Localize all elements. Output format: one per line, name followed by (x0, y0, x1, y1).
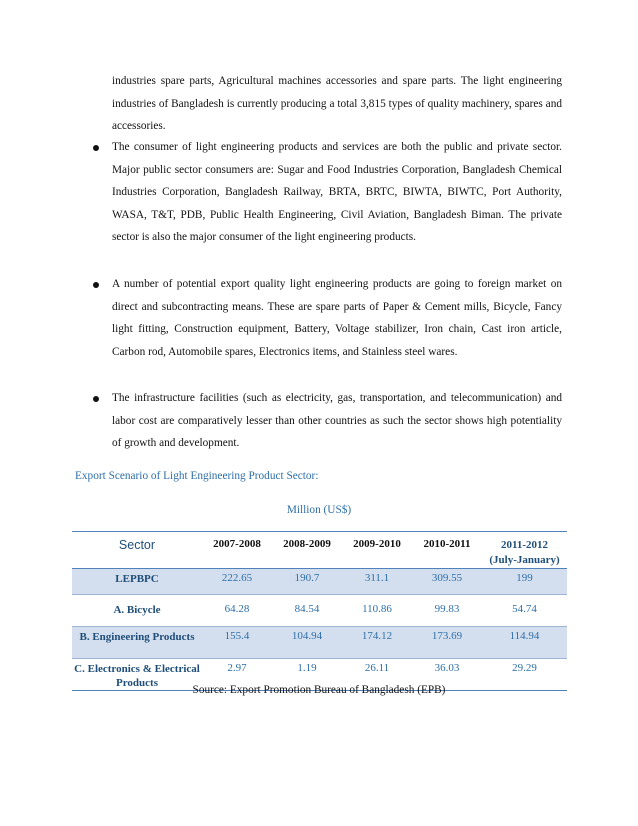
cell-value: 174.12 (342, 627, 412, 659)
cell-sector: C. Electronics & Electrical Products (72, 659, 202, 691)
header-year-label: 2011-2012 (500, 539, 549, 551)
bullet-dot-icon (93, 145, 99, 151)
cell-value: 2.97 (202, 659, 272, 691)
cell-value: 26.11 (342, 659, 412, 691)
table-row (72, 569, 567, 595)
cell-value: 64.28 (224, 603, 250, 615)
header-period-label: (July-January) (489, 554, 560, 566)
table-row (72, 595, 567, 627)
cell-value: 99.83 (434, 603, 460, 615)
cell-value: 1.19 (272, 659, 342, 691)
cell-value: 190.7 (272, 569, 342, 595)
header-year: 2009-2010 (342, 532, 412, 569)
cell-sector: B. Engineering Products (72, 627, 202, 659)
header-year: 2010-2011 (412, 532, 482, 569)
bullet-consumers: The consumer of light engineering products and services are both the public and private sector. Major public sector consumers are: Sugar and Food Industries Corporation, Bangladesh Chemical Industries Corporation, Bangladesh Railway, BRTA, BRTC, BIWTA, BIWTC, Port Authority, WASA, T&T, PDB, Public Health Engineering, Civil Aviation, Bangladesh Biman. The private sector is also the major consumer of the light engineering products. (112, 141, 562, 244)
paragraph-continuation: industries spare parts, Agricultural machines accessories and spare parts. The light engineering industries of Bangladesh is currently producing a total 3,815 types of quality machinery, spares and accessories. (112, 75, 562, 133)
cell-value: 199 (482, 569, 567, 595)
cell-value: 84.54 (294, 603, 320, 615)
bullet-dot-icon (93, 282, 99, 288)
cell-value: 29.29 (482, 659, 567, 691)
cell-value: 104.94 (272, 627, 342, 659)
cell-value: 54.74 (512, 603, 537, 615)
export-table (72, 531, 567, 691)
unit-caption: Million (US$) (286, 504, 352, 516)
cell-value: 173.69 (412, 627, 482, 659)
cell-sector: LEPBPC (72, 569, 202, 595)
bullet-infrastructure: The infrastructure facilities (such as electricity, gas, transportation, and telecommunication) and labor cost are comparatively lesser than other countries as such the sector shows high potentiality of growth and development. (112, 392, 562, 450)
cell-sector: A. Bicycle (113, 604, 161, 616)
header-sector: Sector (72, 532, 202, 569)
cell-value: 311.1 (342, 569, 412, 595)
cell-value: 222.65 (202, 569, 272, 595)
bullet-dot-icon (93, 396, 99, 402)
table-row (72, 627, 567, 659)
header-year: 2008-2009 (272, 532, 342, 569)
header-year-last (482, 532, 567, 569)
cell-value: 114.94 (482, 627, 567, 659)
cell-value: 110.86 (362, 603, 392, 615)
cell-value: 36.03 (412, 659, 482, 691)
source-note: Source: Export Promotion Bureau of Bangladesh (EPB) (192, 684, 446, 696)
bullet-export-products: A number of potential export quality light engineering products are going to foreign market on direct and subcontracting means. These are spare parts of Paper & Cement mills, Bicycle, Fancy light fitting, Construction equipment, Battery, Voltage stabilizer, Iron chain, Cast iron article, Carbon rod, Automobile spares, Electronics items, and Stainless steel wares. (112, 278, 562, 358)
cell-value: 155.4 (202, 627, 272, 659)
section-heading: Export Scenario of Light Engineering Product Sector: (75, 470, 319, 482)
header-year: 2007-2008 (202, 532, 272, 569)
table-header-row (72, 532, 567, 569)
cell-value: 309.55 (412, 569, 482, 595)
